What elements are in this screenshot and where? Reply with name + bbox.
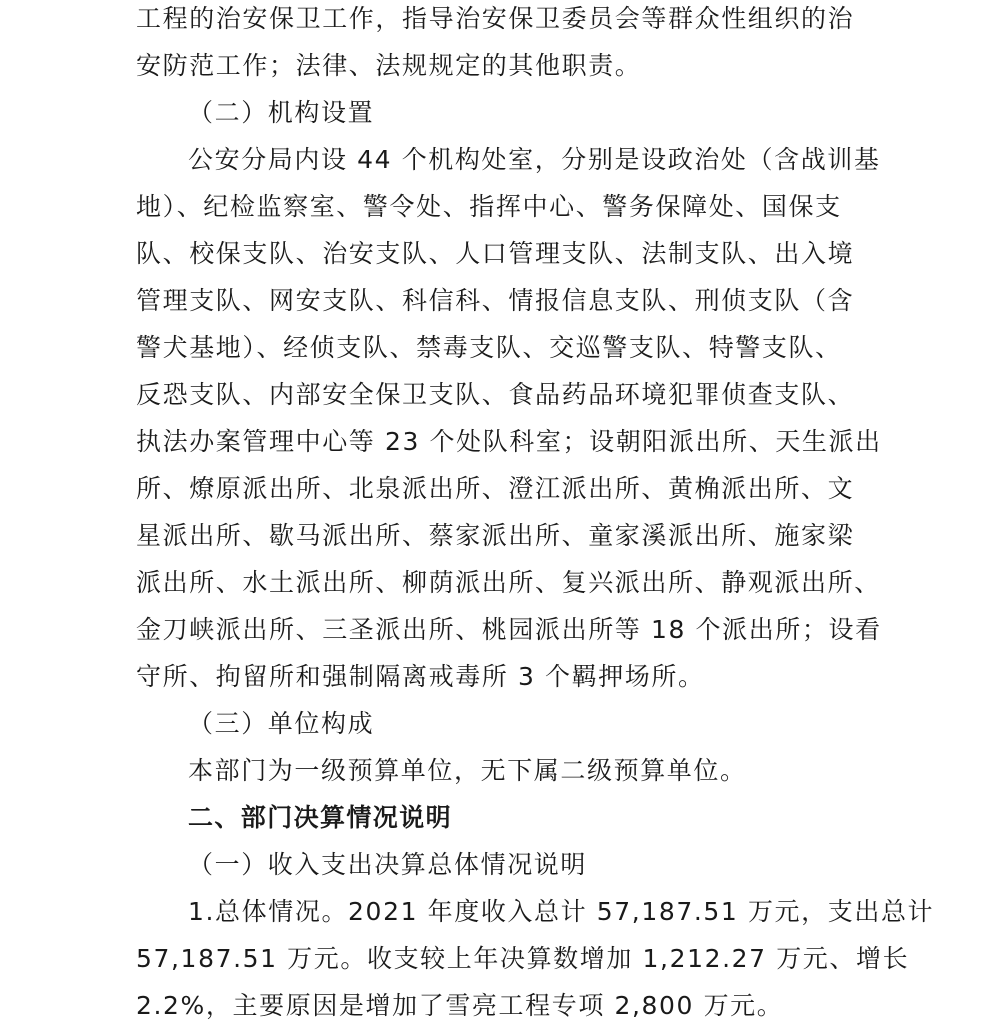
paragraph-line: 地）、纪检监察室、警令处、指挥中心、警务保障处、国保支 (136, 192, 842, 221)
paragraph-line: 所、燎原派出所、北泉派出所、澄江派出所、黄桷派出所、文 (136, 474, 855, 503)
paragraph-line: 警犬基地）、经侦支队、禁毒支队、交巡警支队、特警支队、 (136, 333, 842, 362)
paragraph-line: 反恐支队、内部安全保卫支队、食品药品环境犯罪侦查支队、 (136, 380, 855, 409)
paragraph-line: 1.总体情况。2021 年度收入总计 57,187.51 万元，支出总计 (188, 897, 935, 926)
paragraph-line: 星派出所、歇马派出所、蔡家派出所、童家溪派出所、施家梁 (136, 521, 855, 550)
paragraph-line: 管理支队、网安支队、科信科、情报信息支队、刑侦支队（含 (136, 286, 855, 315)
paragraph-line: 队、校保支队、治安支队、人口管理支队、法制支队、出入境 (136, 239, 855, 268)
section-heading: 二、部门决算情况说明 (188, 803, 453, 832)
paragraph-line: 金刀峡派出所、三圣派出所、桃园派出所等 18 个派出所；设看 (136, 615, 882, 644)
paragraph-line: 57,187.51 万元。收支较上年决算数增加 1,212.27 万元、增长 (136, 944, 910, 973)
paragraph-line: 公安分局内设 44 个机构处室，分别是设政治处（含战训基 (188, 145, 881, 174)
paragraph-line: 本部门为一级预算单位，无下属二级预算单位。 (188, 756, 747, 785)
paragraph-line: 执法办案管理中心等 23 个处队科室；设朝阳派出所、天生派出 (136, 427, 882, 456)
subsection-heading: （三）单位构成 (188, 709, 375, 738)
subsection-heading: （二）机构设置 (188, 98, 375, 127)
paragraph-line: 安防范工作；法律、法规规定的其他职责。 (136, 51, 642, 80)
paragraph-line: 守所、拘留所和强制隔离戒毒所 3 个羁押场所。 (136, 662, 705, 691)
subsection-heading: （一）收入支出决算总体情况说明 (188, 850, 588, 879)
paragraph-line: 2.2%，主要原因是增加了雪亮工程专项 2,800 万元。 (136, 991, 784, 1020)
paragraph-line: 工程的治安保卫工作，指导治安保卫委员会等群众性组织的治 (136, 4, 855, 33)
paragraph-line: 派出所、水土派出所、柳荫派出所、复兴派出所、静观派出所、 (136, 568, 881, 597)
